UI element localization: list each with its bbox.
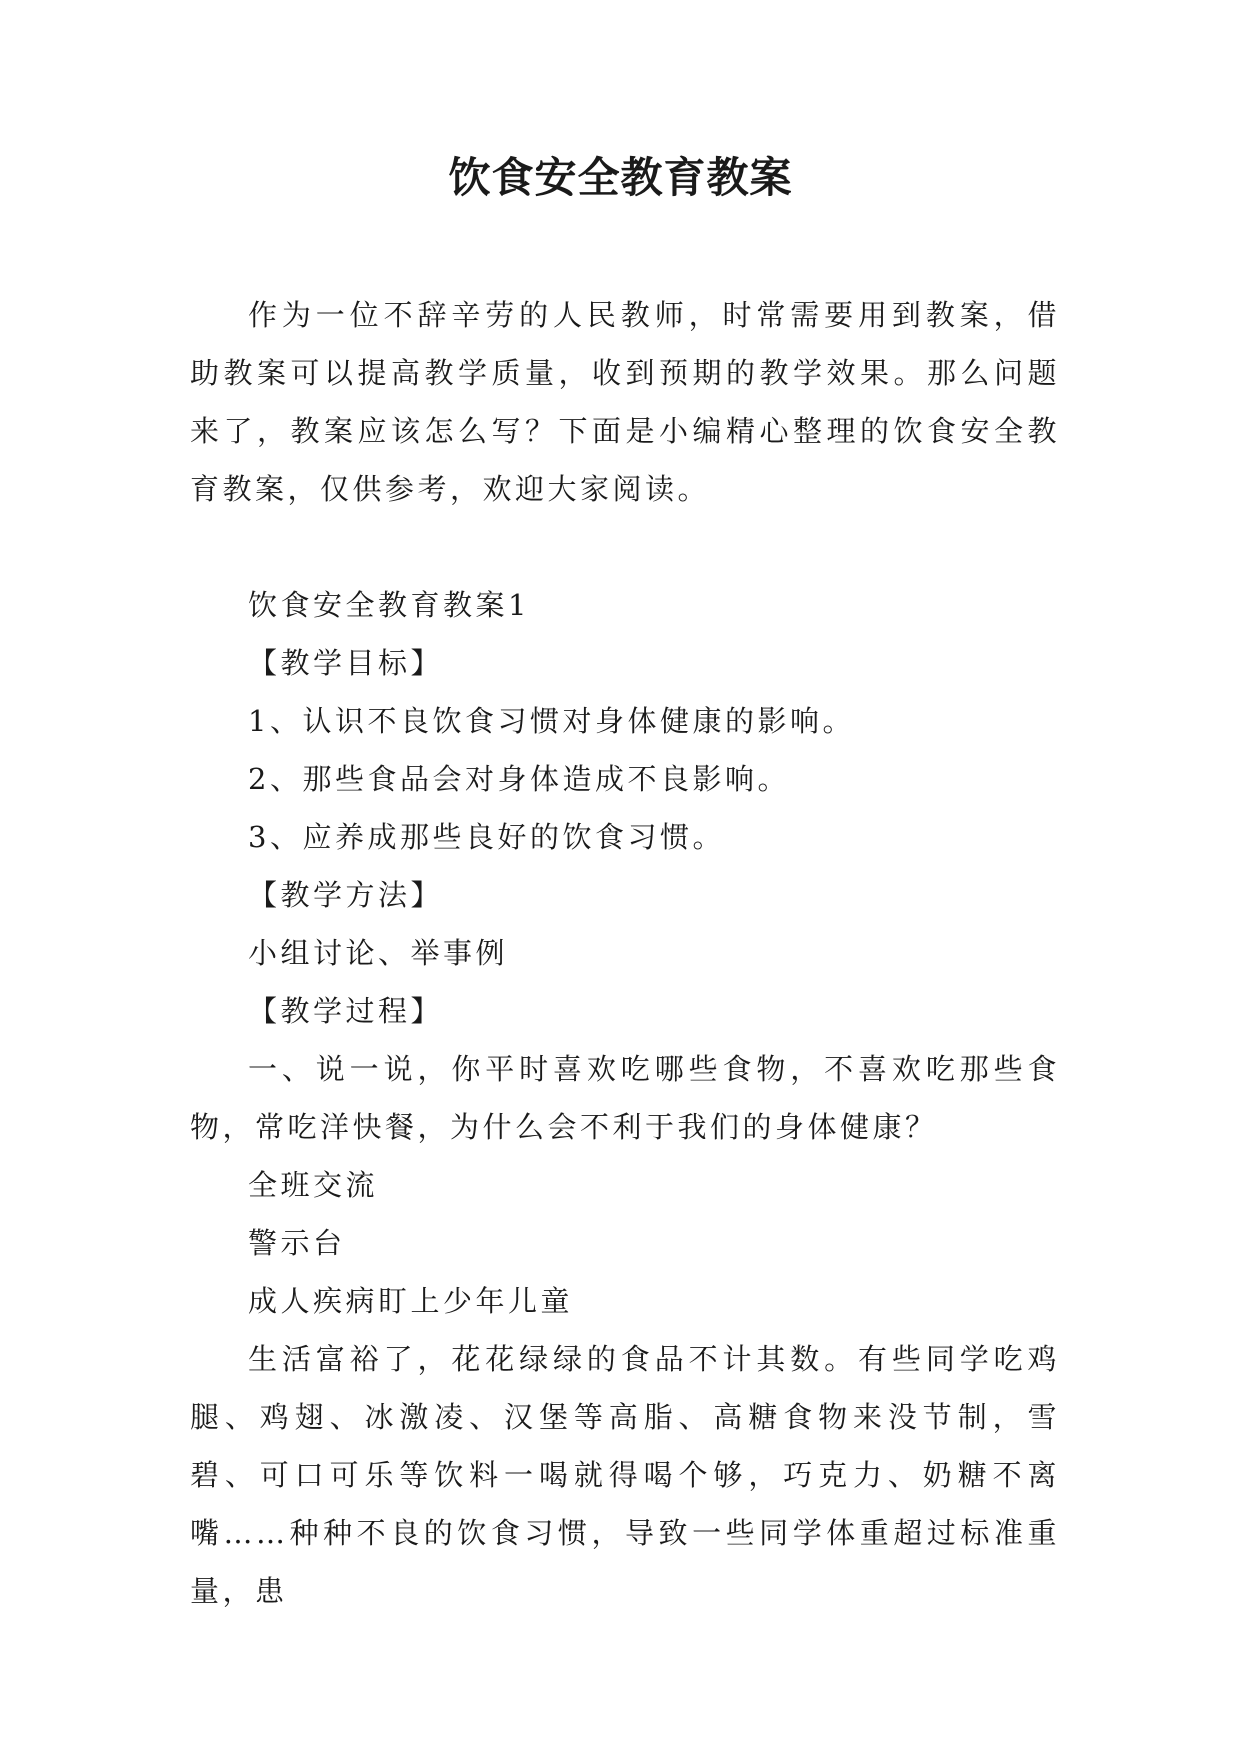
intro-paragraph: 作为一位不辞辛劳的人民教师，时常需要用到教案，借助教案可以提高教学质量，收到预期的教学效果。那么问题来了，教案应该怎么写？下面是小编精心整理的饮食安全教育教案，仅供参考，欢迎大家阅读。 [190, 298, 1060, 506]
document-title: 饮食安全教育教案 [448, 153, 793, 202]
goal-item: 1、认识不良饮食习惯对身体健康的影响。 [248, 704, 855, 738]
process-paragraph: 全班交流 [248, 1168, 379, 1202]
document-body [190, 286, 1060, 1620]
goal-item: 2、那些食品会对身体造成不良影响。 [248, 762, 790, 796]
section-heading: 饮食安全教育教案1 [248, 588, 530, 622]
subheading-teaching-goals: 【教学目标】 [248, 646, 444, 680]
subheading-teaching-methods: 【教学方法】 [248, 878, 444, 912]
method-text: 小组讨论、举事例 [248, 936, 509, 970]
process-paragraph: 警示台 [248, 1226, 346, 1260]
process-paragraph: 一、说一说，你平时喜欢吃哪些食物，不喜欢吃那些食物，常吃洋快餐，为什么会不利于我们的身体健康？ [190, 1052, 1060, 1144]
process-paragraph: 生活富裕了，花花绿绿的食品不计其数。有些同学吃鸡腿、鸡翅、冰激凌、汉堡等高脂、高糖食物来没节制，雪碧、可口可乐等饮料一喝就得喝个够，巧克力、奶糖不离嘴……种种不良的饮食习惯，导致一些同学体重超过标准重量，患 [190, 1342, 1060, 1608]
subheading-teaching-process: 【教学过程】 [248, 994, 444, 1028]
process-paragraph: 成人疾病盯上少年儿童 [248, 1284, 574, 1318]
paragraph-spacer [190, 518, 1060, 576]
goal-item: 3、应养成那些良好的饮食习惯。 [248, 820, 725, 854]
